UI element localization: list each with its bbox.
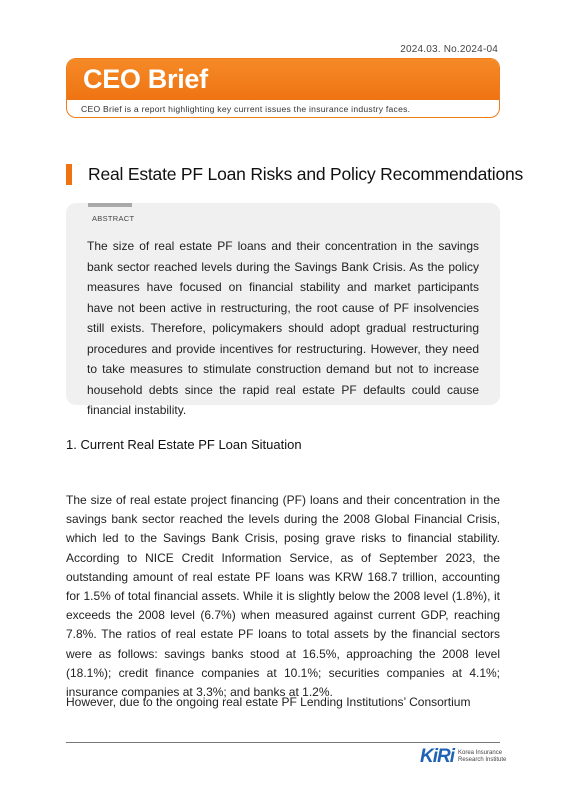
brand-tagline: CEO Brief is a report highlighting key current issues the insurance industry faces. (81, 103, 411, 114)
brand-title: CEO Brief (83, 64, 208, 94)
body-paragraph: However, due to the ongoing real estate PF Lending Institutions’ Consortium (66, 695, 471, 709)
title-accent-bar (66, 164, 72, 185)
banner-title-area (67, 59, 499, 100)
kiri-logo (420, 746, 506, 768)
abstract-label: ABSTRACT (92, 214, 135, 223)
issue-number: 2024.03. No.2024-04 (400, 44, 498, 55)
ceo-brief-banner (66, 58, 500, 118)
footer-divider (66, 742, 500, 743)
body-paragraph: The size of real estate project financing (PF) loans and their concentration in the savings bank sector reached the levels during the 2008 Global Financial Crisis, which led to the Savings Bank Crisis, posing grave risks to financial stability. According to NICE Credit Information Service, as of September 2023, the outstanding amount of real estate PF loans was KRW 168.7 trillion, accounting for 1.5% of total financial assets. While it is slightly below the 2008 level (1.8%), it exceeds the 2008 level (6.7%) when measured against current GDP, reaching 7.8%. The ratios of real estate PF loans to total assets by the financial sectors were as follows: savings banks stood at 16.5%, approaching the 2008 level (18.1%); credit finance companies at 10.1%; securities companies at 4.1%; insurance companies at 3.3%; and banks at 1.2%. (66, 493, 500, 700)
abstract-tab-marker (88, 203, 132, 207)
logo-line-2: Research Institute (458, 757, 507, 763)
kiri-logo-mark: KiRi (420, 746, 454, 767)
document-title: Real Estate PF Loan Risks and Policy Recommendations (88, 164, 524, 184)
logo-line-1: Korea Insurance (458, 750, 503, 756)
abstract-text: The size of real estate PF loans and their concentration in the savings bank sector reached levels during the Savings Bank Crisis. As the policy measures have focused on financial stability and market participants have not been active in restructuring, the root cause of PF insolvencies still exists. Therefore, policymakers should adopt gradual restructuring procedures and provide incentives for restructuring. However, they need to take measures to stimulate construction demand but not to increase household debts since the rapid real estate PF defaults could cause financial instability. (87, 239, 479, 417)
kiri-logo-text (458, 750, 506, 764)
section-heading: 1. Current Real Estate PF Loan Situation (66, 437, 302, 452)
